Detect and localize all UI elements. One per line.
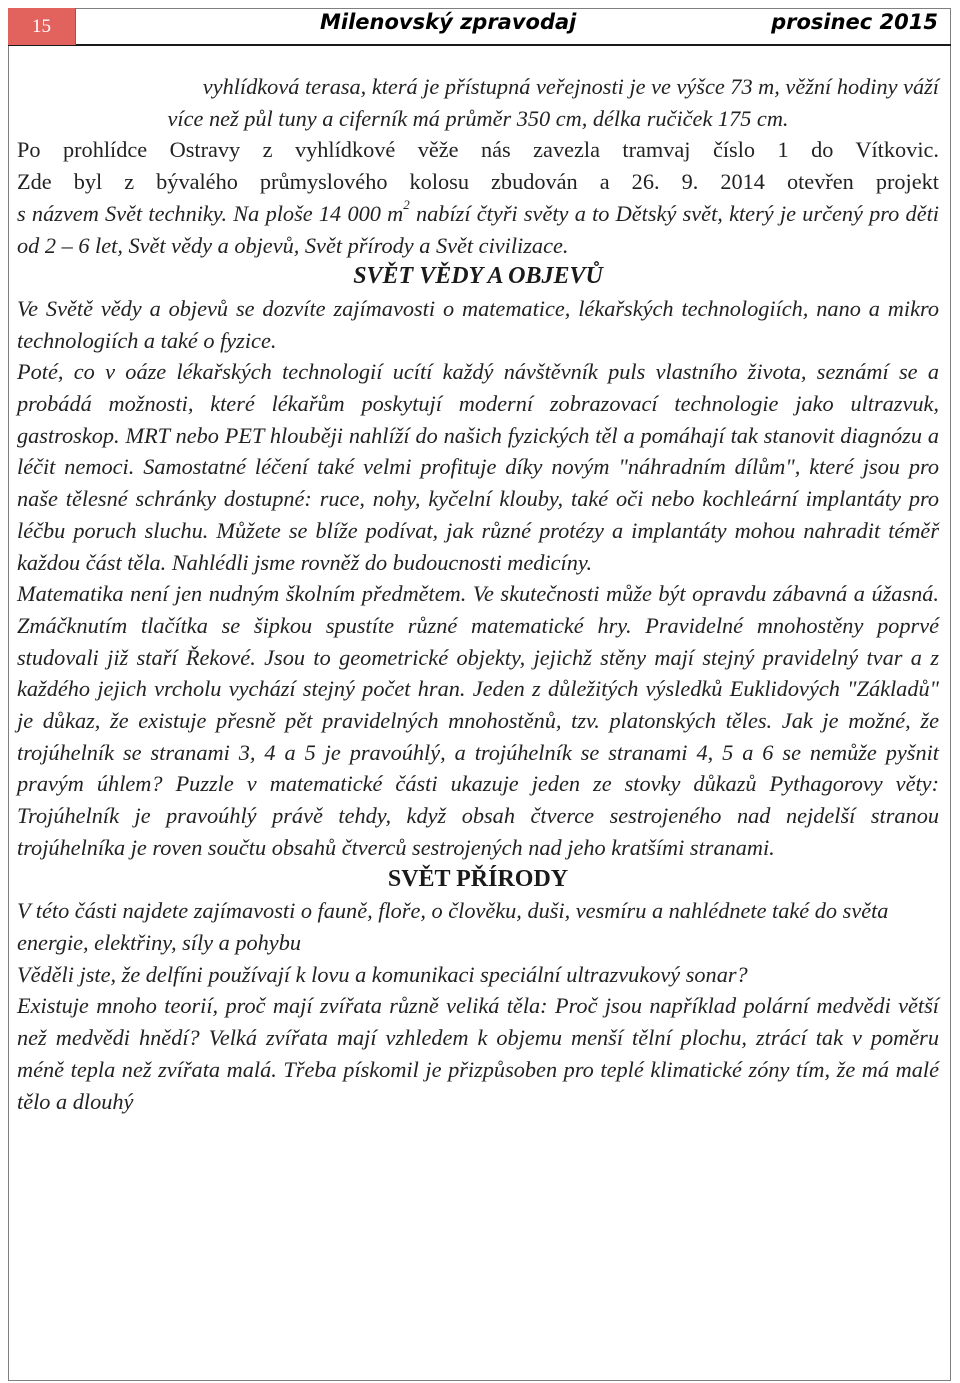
intro-line-3: Po prohlídce Ostravy z vyhlídkové věže nás zavezla tramvaj číslo 1 do Vítkovic. — [17, 137, 939, 163]
intro-text-a: s názvem Svět techniky. Na ploše 14 000 m — [17, 200, 404, 226]
article-body — [17, 71, 939, 1117]
newsletter-title: Milenovský zpravodaj — [320, 10, 577, 34]
intro-line-1: vyhlídková terasa, která je přístupná veřejnosti je ve výšce 73 m, věžní hodiny váží — [202, 74, 939, 99]
section-heading-nature: SVĚT PŘÍRODY — [387, 865, 569, 892]
nature-paragraph-3: Existuje mnoho teorií, proč mají zvířata různě veliká těla: Proč jsou například polární medvědi větší než medvědi hnědí? Velká zvířata mají vzhledem k objemu menší tělní plochu, ztrácí tak v poměru méně tepla než zvířata malá. Třeba pískomil je přizpůsoben pro teplé klimatické zóny tím, že má malé tělo a dlouhý — [17, 993, 939, 1114]
intro-line-2: více než půl tuny a ciferník má průměr 350 cm, délka ručiček 175 cm. — [167, 105, 789, 131]
intro-text-b: nabízí čtyři světy a to Dětský svět, který je určený pro děti od 2 – 6 let, Svět vědy a objevů, Svět přírody a Svět civilizace. — [17, 200, 939, 258]
nature-paragraph-2: Věděli jste, že delfíni používají k lovu a komunikaci speciální ultrazvukový sonar? — [17, 961, 748, 987]
science-paragraph-3: Matematika není jen nudným školním předmětem. Ve skutečnosti může být opravdu zábavná a úžasná. Zmáčknutím tlačítka se šipkou spustíte různé matematické hry. Pravidelné mnohostěny poprvé studovali již staří Řekové. Jsou to geometrické objekty, jejichž stěny mají stejný pravidelný tvar a z každého jejich vrcholu vychází stejný počet hran. Jeden z důležitých výsledků Euklidových "Základů" je důkaz, že existuje přesně pět pravidelných mnohostěnů, tzv. platonských těles. Jak je možné, že trojúhelník se stranami 3, 4 a 5 je pravoúhlý, a trojúhelník se stranami 4, 5 a 6 se nemůže pyšnit pravým úhlem? Puzzle v matematické části ukazuje jeden ze stovky důkazů Pythagorovy věty: Trojúhelník je pravoúhlý právě tehdy, když obsah čtverce sestrojeného nad nejdelší stranou trojúhelníka je roven součtu obsahů čtverců sestrojených nad jeho kratšími stranami. — [17, 581, 939, 860]
page-number: 15 — [8, 8, 76, 45]
issue-date: prosinec 2015 — [771, 10, 938, 34]
nature-paragraph-1: V této části najdete zajímavosti o fauně, floře, o člověku, duši, vesmíru a nahlédnete také do světa energie, elektřiny, síly a pohybu — [17, 898, 889, 955]
intro-line-4: Zde byl z bývalého průmyslového kolosu zbudován a 26. 9. 2014 otevřen projekt — [17, 169, 939, 195]
section-heading-science: SVĚT VĚDY A OBJEVŮ — [353, 263, 603, 290]
intro-paragraph-end — [17, 198, 939, 261]
science-paragraph-2: Poté, co v oáze lékařských technologií ucítí každý návštěvník puls vlastního života, seznámí se a probádá možnosti, které lékařům poskytují moderní zobrazovací technologie jako ultrazvuk, gastroskop. MRT nebo PET hlouběji nahlíží do našich fyzických těl a pomáhají tak stanovit diagnózu a léčit nemoci. Samostatné léčení také velmi profituje díky novým "náhradním dílům", které jsou pro naše tělesné schránky dostupné: ruce, nohy, kyčelní klouby, také oči nebo kochleární implantáty pro léčbu poruch sluchu. Můžete se blíže podívat, jak různé protézy a implantáty mohou nahradit téměř každou část těla. Nahlédli jsme rovněž do budoucnosti medicíny. — [17, 359, 939, 575]
header-divider — [8, 44, 951, 46]
superscript-2: 2 — [403, 196, 410, 212]
science-paragraph-1: Ve Světě vědy a objevů se dozvíte zajímavosti o matematice, lékařských technologiích, nano a mikro technologiích a také o fyzice. — [17, 295, 939, 353]
